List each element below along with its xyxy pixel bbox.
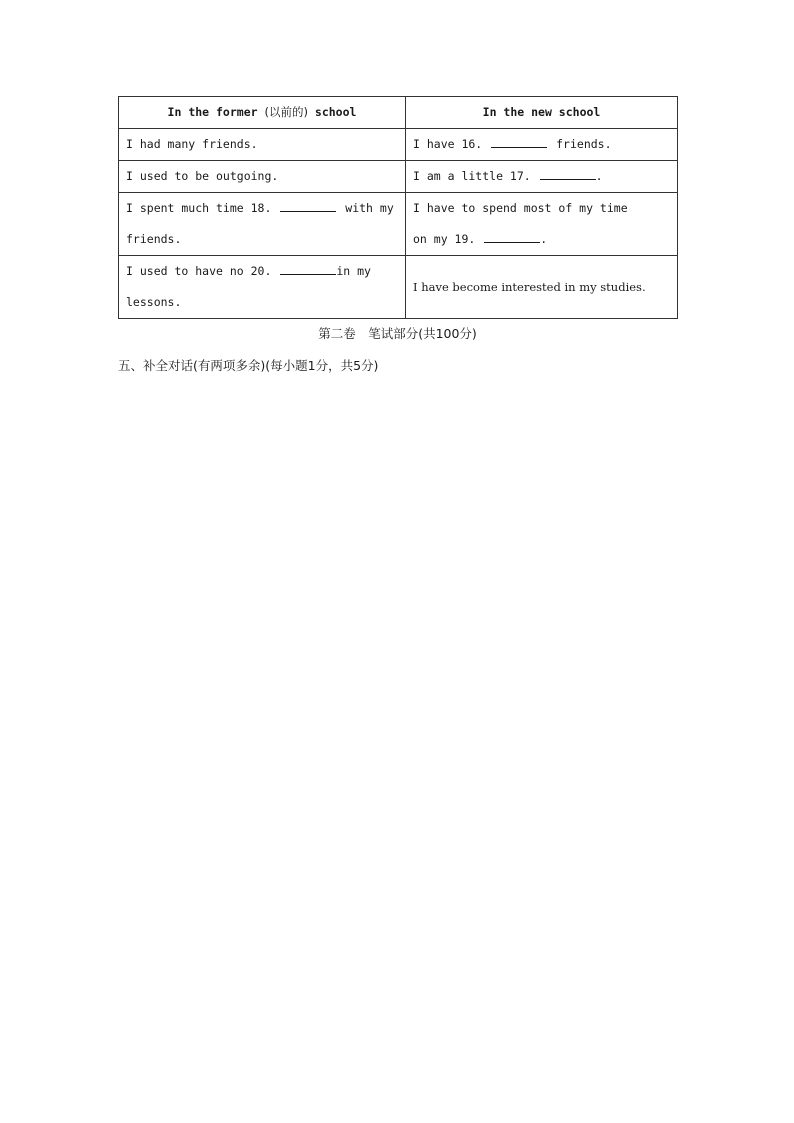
table-row [119, 193, 678, 256]
part-heading: 五、补全对话(有两项多余)(每小题1分，共5分) [118, 358, 379, 373]
cell-new-3-pre: on my 19. [413, 232, 476, 246]
table-row [119, 256, 678, 319]
answer-blank-19[interactable] [484, 230, 540, 243]
cell-new-1 [406, 129, 678, 161]
cell-new-2-pre: I am a little 17. [413, 169, 531, 183]
cell-new-2 [406, 161, 678, 193]
cell-new-3 [406, 193, 678, 256]
section-title: 第二卷 笔试部分(共100分) [318, 326, 477, 341]
header-former-school [119, 97, 406, 129]
cell-new-4: I have become interested in my studies. [406, 256, 678, 319]
comparison-table [118, 96, 678, 319]
cell-new-1-post: friends. [556, 137, 612, 151]
header-former-text: In the former [167, 105, 265, 119]
answer-blank-17[interactable] [540, 167, 596, 180]
answer-blank-20[interactable] [280, 262, 336, 275]
header-former-cn: (以前的) [264, 105, 308, 119]
cell-former-4-pre: I used to have no 20. [126, 264, 272, 278]
cell-new-3-line1: I have to spend most of my time [413, 201, 628, 215]
answer-blank-18[interactable] [280, 199, 336, 212]
cell-new-2-post: . [595, 169, 603, 183]
table-row [119, 161, 678, 193]
cell-former-2: I used to be outgoing. [119, 161, 406, 193]
table-header-row [119, 97, 678, 129]
cell-new-3-post: . [540, 232, 548, 246]
cell-former-3-pre: I spent much time 18. [126, 201, 272, 215]
cell-former-4 [119, 256, 406, 319]
cell-former-1: I had many friends. [119, 129, 406, 161]
cell-former-3 [119, 193, 406, 256]
cell-new-1-pre: I have 16. [413, 137, 483, 151]
cell-former-4-post: in my lessons. [126, 264, 371, 309]
header-former-school-word: school [307, 105, 357, 119]
header-new-school: In the new school [406, 97, 678, 129]
cell-former-3-post: with my friends. [126, 201, 394, 246]
table-row [119, 129, 678, 161]
answer-blank-16[interactable] [491, 135, 547, 148]
